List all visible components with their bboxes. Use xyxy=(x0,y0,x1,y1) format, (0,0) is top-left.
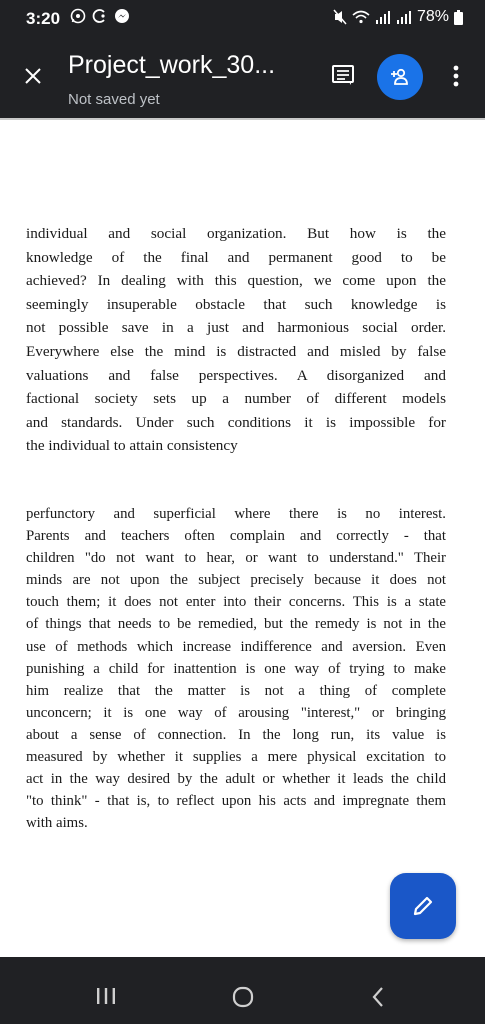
comments-icon xyxy=(331,63,355,87)
text-line: with aims. xyxy=(26,815,88,832)
text-line: and standards. Under such conditions it is impossible for xyxy=(26,413,446,431)
text-line: measured by whether it supplies a mere physical excitation to xyxy=(26,749,446,766)
text-line: about a sense of connection. In the long run, its value is xyxy=(26,726,446,743)
close-button[interactable] xyxy=(20,63,46,89)
text-line: "to think" - that is, to reflect upon his acts and impregnate them xyxy=(26,793,446,810)
text-line: punishing a child for inattention is one way of trying to make xyxy=(26,660,446,677)
whatsapp-icon xyxy=(70,8,86,24)
text-line: valuations and false perspectives. A disorganized and xyxy=(26,366,446,384)
system-nav-bar xyxy=(0,957,485,1024)
add-person-icon xyxy=(390,67,410,87)
text-line: act in the way desired by the adult or whether it leads the child xyxy=(26,771,446,788)
battery-icon xyxy=(454,10,463,25)
ctrl-icon xyxy=(92,8,108,24)
text-line: individual and social organization. But how is the xyxy=(26,225,446,242)
text-line: knowledge of the final and permanent good to be xyxy=(26,248,446,266)
text-line: him realize that the matter is not a thing of complete xyxy=(26,682,446,699)
back-button[interactable] xyxy=(370,985,386,1014)
comments-button[interactable] xyxy=(329,61,357,89)
paragraph-2 xyxy=(26,503,446,834)
text-line: touch them; it does not enter into their concerns. This is a state xyxy=(26,594,446,611)
save-status: Not saved yet xyxy=(68,91,160,108)
text-line: use of methods which increase indifference and aversion. Even xyxy=(26,638,446,655)
text-line: Parents and teachers often complain and correctly - that xyxy=(26,528,446,545)
text-line: minds are not upon the subject precisely because it does not xyxy=(26,572,446,589)
recent-apps-button[interactable] xyxy=(95,986,117,1011)
recent-apps-icon xyxy=(95,986,117,1006)
system-status-icons xyxy=(333,8,463,26)
share-button[interactable] xyxy=(377,54,423,100)
document-canvas[interactable] xyxy=(0,120,485,955)
status-bar xyxy=(0,0,485,38)
back-icon xyxy=(370,985,386,1009)
signal-icon xyxy=(375,10,391,24)
app-bar xyxy=(0,38,485,118)
text-line: seemingly insuperable obstacle that such knowledge is xyxy=(26,295,446,313)
home-button[interactable] xyxy=(231,985,255,1014)
status-time: 3:20 xyxy=(26,9,61,28)
paragraph-1 xyxy=(26,222,446,458)
text-line: the individual to attain consistency xyxy=(26,437,238,455)
home-icon xyxy=(231,985,255,1009)
text-line: unconcern; it is one way of arousing "interest," or bringing xyxy=(26,704,446,721)
document-title[interactable]: Project_work_30... xyxy=(68,51,276,79)
more-vert-icon xyxy=(453,65,459,87)
text-line: children "do not want to hear, or want to understand." Their xyxy=(26,550,446,567)
text-line: not possible save in a just and harmonious social order. xyxy=(26,319,446,337)
text-line: perfunctory and superficial where there is no interest. xyxy=(26,506,446,522)
text-line: achieved? In dealing with this question, we come upon the xyxy=(26,272,446,290)
notification-icons xyxy=(70,8,130,24)
signal-icon-2 xyxy=(396,10,412,24)
wifi-icon xyxy=(352,10,370,24)
text-line: Everywhere else the mind is distracted and misled by false xyxy=(26,342,446,360)
more-options-button[interactable] xyxy=(446,61,466,91)
edit-button[interactable] xyxy=(390,873,456,939)
text-line: factional society sets up a number of different models xyxy=(26,390,446,408)
messenger-icon xyxy=(114,8,130,24)
mute-icon xyxy=(333,9,347,25)
close-icon xyxy=(24,67,42,85)
battery-percent: 78% xyxy=(416,8,449,25)
text-line: of things that needs to be remedied, but the remedy is not in the xyxy=(26,616,446,633)
pencil-icon xyxy=(411,894,435,918)
